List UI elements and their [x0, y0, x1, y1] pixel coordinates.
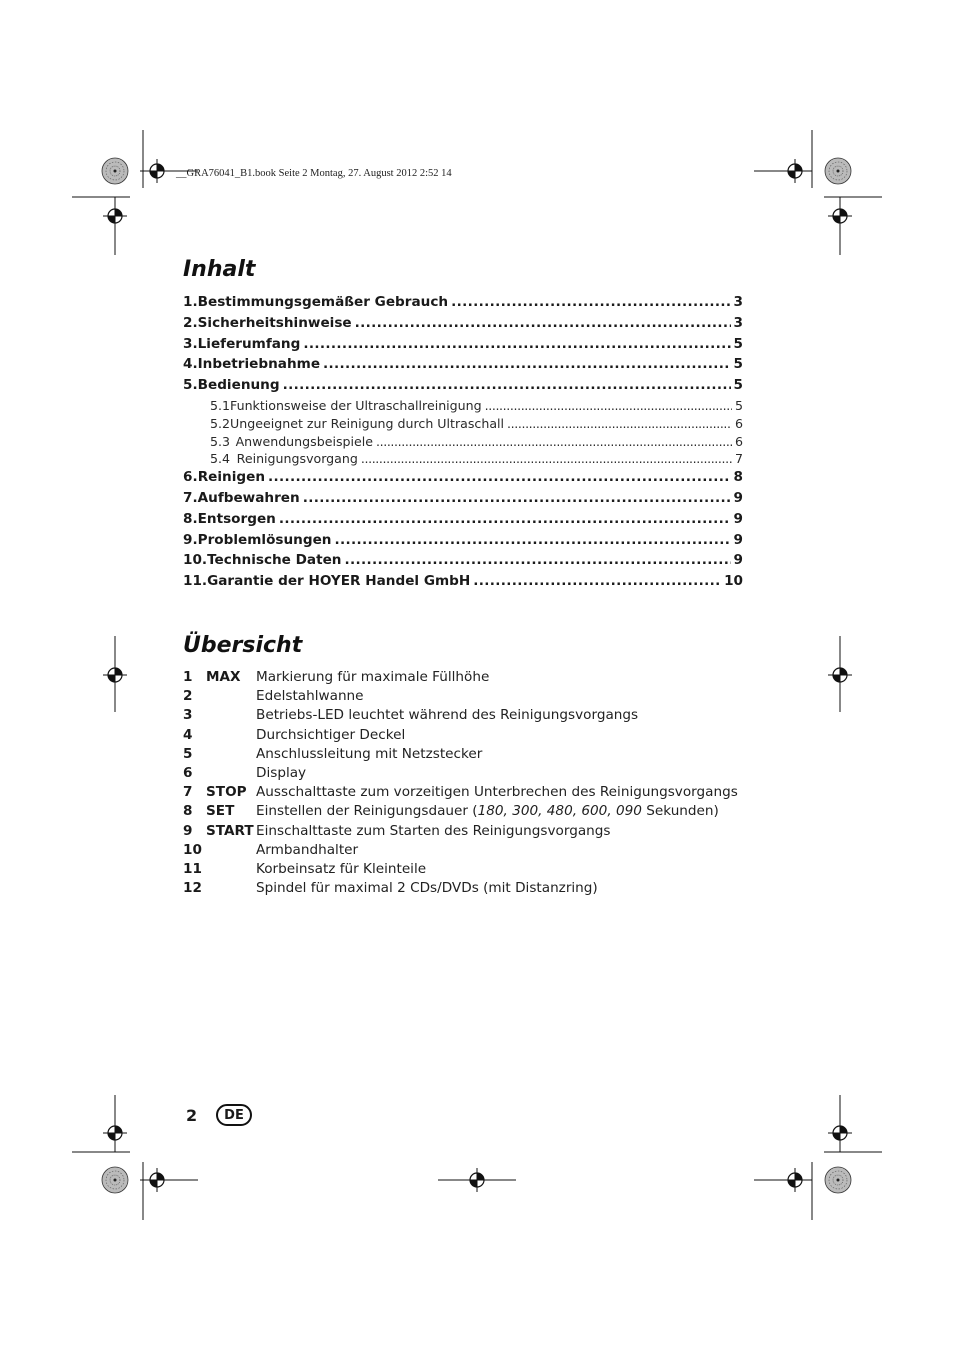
toc-entry-text: Funktionsweise der Ultraschallreinigung: [230, 397, 482, 413]
toc-entry-page: 5: [733, 377, 743, 394]
toc-entry-number: 5.1: [210, 397, 231, 413]
item-number: 12: [183, 880, 202, 897]
toc-entry-page: 3: [733, 294, 743, 310]
toc-entry[interactable]: [183, 377, 743, 398]
toc-subentry[interactable]: [183, 398, 743, 416]
toc-entry-text: Bestimmungsgemäßer Gebrauch: [197, 294, 449, 310]
toc-entry-number: 9.: [183, 531, 198, 548]
item-description: Display: [256, 764, 307, 781]
item-description: Betriebs-LED leuchtet während des Reinigungsvorgangs: [256, 707, 639, 724]
item-description-seconds: 180, 300, 480, 600, 090: [477, 803, 642, 820]
toc-entry-text: Bedienung: [197, 377, 280, 394]
toc-leader-dots: [303, 490, 731, 506]
toc-entry-text: Anwendungsbeispiele: [235, 433, 373, 449]
toc-entry[interactable]: [183, 552, 743, 573]
toc-leader-dots: [334, 532, 730, 548]
toc-leader-dots: [451, 294, 730, 310]
toc-leader-dots: [485, 398, 732, 413]
language-badge: [216, 1104, 252, 1126]
toc-entry[interactable]: [183, 490, 743, 511]
toc-entry-number: 5.3: [210, 433, 231, 449]
overview-item: [183, 803, 743, 822]
toc-entry-text: Ungeeignet zur Reinigung durch Ultraschall: [230, 415, 505, 431]
overview-item: [183, 861, 743, 880]
file-info-header: __GRA76041_B1.book Seite 2 Montag, 27. August 2012 2:52 14: [176, 168, 452, 179]
toc-leader-dots: [344, 552, 730, 568]
item-description-pre: Einstellen der Reinigungsdauer (: [256, 803, 478, 820]
item-key: START: [206, 822, 254, 839]
toc-leader-dots: [361, 451, 732, 466]
toc-entry-number: 4.: [183, 356, 198, 373]
toc-entry-page: 8: [733, 469, 743, 486]
item-number: 8: [183, 803, 193, 820]
language-label: DE: [224, 1107, 244, 1123]
item-key: STOP: [206, 784, 247, 801]
toc-subentry[interactable]: [183, 434, 743, 452]
overview-item: [183, 746, 743, 765]
toc-entry-text: Technische Daten: [207, 552, 342, 569]
overview-item: [183, 707, 743, 726]
toc-entry-text: Reinigungsvorgang: [236, 451, 358, 467]
toc-leader-dots: [283, 377, 731, 393]
item-number: 7: [183, 784, 193, 801]
toc-entry-number: 5.2: [210, 415, 231, 431]
toc-entry-page: 3: [733, 314, 743, 331]
toc-entry-text: Garantie der HOYER Handel GmbH: [207, 573, 471, 590]
toc-entry[interactable]: [183, 294, 743, 315]
item-key: SET: [206, 803, 235, 820]
item-description: Korbeinsatz für Kleinteile: [256, 860, 427, 877]
toc-entry-text: Aufbewahren: [197, 489, 300, 506]
toc-entry-number: 3.: [183, 335, 198, 352]
toc-entry-text: Entsorgen: [197, 510, 276, 527]
toc-entry-text: Lieferumfang: [197, 335, 301, 352]
item-number: 6: [183, 764, 193, 781]
item-number: 1: [183, 669, 193, 685]
item-description: [256, 803, 719, 819]
toc-entry-number: 1.: [183, 294, 198, 310]
item-number: 9: [183, 822, 193, 839]
toc-entry-number: 10.: [183, 552, 208, 569]
toc-leader-dots: [279, 511, 731, 527]
toc-entry[interactable]: [183, 573, 743, 594]
item-number: 2: [183, 688, 193, 705]
item-description: Ausschalttaste zum vorzeitigen Unterbrechen des Reinigungsvorgangs: [256, 784, 738, 801]
page-number: 2: [186, 1106, 198, 1125]
toc-entry-text: Sicherheitshinweise: [197, 314, 352, 331]
item-number: 10: [183, 841, 202, 858]
toc-entry-number: 5.: [183, 377, 198, 394]
toc-entry[interactable]: [183, 356, 743, 377]
overview-item: [183, 823, 743, 842]
toc-subentry[interactable]: [183, 451, 743, 469]
toc-leader-dots: [303, 336, 730, 352]
item-number: 3: [183, 707, 193, 724]
overview-item: [183, 688, 743, 707]
toc-entry-page: 9: [733, 510, 743, 527]
toc-entry[interactable]: [183, 532, 743, 553]
item-number: 5: [183, 745, 193, 762]
item-description-post: Sekunden): [641, 803, 719, 820]
overview-title: Übersicht: [183, 633, 303, 658]
toc-entry-number: 2.: [183, 314, 198, 331]
overview-item: [183, 784, 743, 803]
toc-leader-dots: [473, 573, 721, 589]
toc-entry-page: 6: [734, 415, 743, 431]
item-description: Edelstahlwanne: [256, 688, 364, 705]
overview-item: [183, 842, 743, 861]
toc-entry-text: Reinigen: [197, 469, 266, 486]
toc-entry-text: Inbetriebnahme: [197, 356, 321, 373]
toc-entry-number: 5.4: [210, 451, 231, 467]
toc-subentry[interactable]: [183, 416, 743, 434]
toc-leader-dots: [507, 416, 732, 431]
item-number: 11: [183, 860, 202, 877]
item-description: Anschlussleitung mit Netzstecker: [256, 745, 483, 762]
item-description: Armbandhalter: [256, 841, 359, 858]
toc-title: Inhalt: [183, 257, 256, 282]
toc-entry-page: 5: [733, 356, 743, 373]
toc-leader-dots: [268, 469, 731, 485]
toc-entry[interactable]: [183, 336, 743, 357]
toc-entry-page: 6: [734, 433, 743, 449]
toc-entry[interactable]: [183, 511, 743, 532]
table-of-contents: [183, 294, 743, 594]
toc-leader-dots: [376, 434, 732, 449]
toc-entry-text: Problemlösungen: [197, 531, 332, 548]
toc-entry[interactable]: [183, 315, 743, 336]
toc-entry-page: 9: [733, 531, 743, 548]
overview-item: [183, 669, 743, 688]
toc-leader-dots: [355, 315, 731, 331]
overview-item: [183, 765, 743, 784]
toc-entry-number: 11.: [183, 573, 208, 590]
item-number: 4: [183, 726, 193, 743]
toc-entry-number: 7.: [183, 489, 198, 506]
item-description: Markierung für maximale Füllhöhe: [256, 669, 490, 685]
toc-entry-page: 7: [734, 451, 743, 467]
overview-list: [183, 669, 743, 899]
toc-entry-page: 9: [733, 489, 743, 506]
overview-item: [183, 880, 743, 899]
item-description: Einschalttaste zum Starten des Reinigungsvorgangs: [256, 822, 611, 839]
overview-item: [183, 727, 743, 746]
toc-leader-dots: [323, 356, 730, 372]
toc-entry-page: 5: [734, 397, 743, 413]
toc-entry-number: 6.: [183, 469, 198, 486]
item-key: MAX: [206, 669, 241, 685]
toc-entry-page: 10: [724, 573, 743, 590]
toc-entry-page: 5: [733, 335, 743, 352]
item-description: Spindel für maximal 2 CDs/DVDs (mit Distanzring): [256, 880, 598, 897]
toc-entry[interactable]: [183, 469, 743, 490]
item-description: Durchsichtiger Deckel: [256, 726, 406, 743]
toc-entry-page: 9: [733, 552, 743, 569]
toc-entry-number: 8.: [183, 510, 198, 527]
